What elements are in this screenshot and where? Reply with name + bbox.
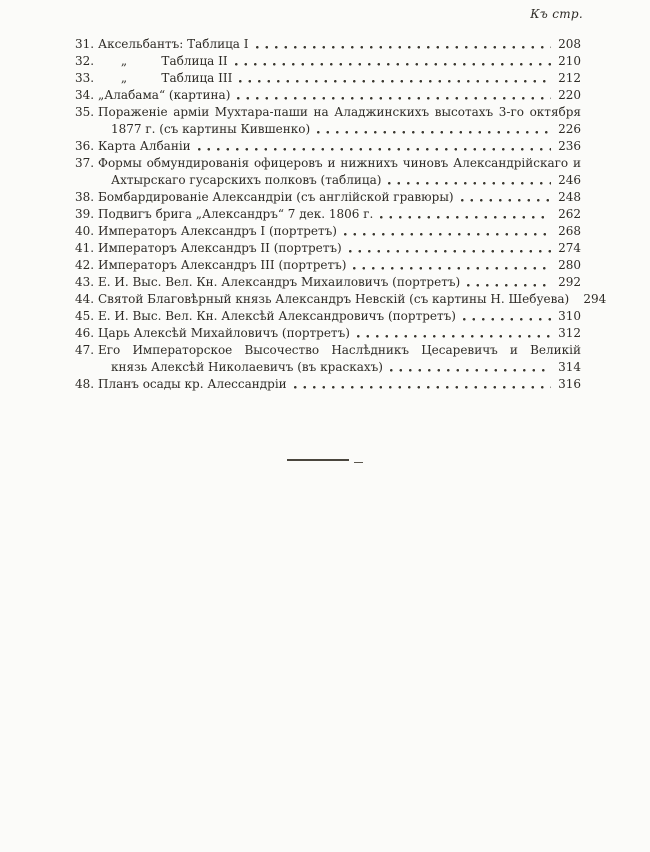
entry-body (98, 274, 581, 291)
entry-page-number: 226 (558, 122, 581, 136)
entry-body (98, 189, 581, 206)
entry-text-line: Подвигъ брига „Александръ“ 7 дек. 1806 г. (98, 207, 374, 221)
dot-leader (357, 335, 551, 338)
entry-last-line (98, 138, 581, 155)
entry-text-line: Императоръ Александръ I (портретъ) (98, 224, 337, 238)
entry-text-line: Планъ осады кр. Алессандріи (98, 377, 287, 391)
entry-body (98, 223, 581, 240)
toc-entry (75, 206, 581, 223)
entry-last-line (98, 87, 581, 104)
entry-text-line: князь Алексѣй Николаевичъ (въ краскахъ) (111, 360, 383, 374)
entry-body (98, 257, 581, 274)
dot-leader (388, 182, 551, 185)
dot-leader (198, 148, 551, 151)
entry-number: 33. (75, 71, 95, 85)
entry-body (98, 36, 581, 53)
entry-number: 41. (75, 241, 95, 255)
entry-body (98, 240, 581, 257)
dot-leader (463, 318, 551, 321)
entry-text-line: Ахтырскаго гусарскихъ полковъ (таблица) (111, 173, 382, 187)
entry-text-line: Его Императорское Высочество Наслѣдникъ Цесаревичъ и Великій (98, 343, 581, 357)
entry-text-line: Формы обмундированія офицеровъ и нижнихъ чиновъ Александрійскаго и (98, 156, 581, 170)
entry-page-number: 316 (558, 377, 581, 391)
entry-body (98, 342, 581, 376)
entry-text-line: Аксельбантъ: Таблица I (98, 37, 249, 51)
entry-text-line: Пораженіе арміи Мухтара-паши на Аладжинскихъ высотахъ 3-го октября (98, 105, 581, 119)
entry-page-number: 220 (558, 88, 581, 102)
entry-last-line (98, 189, 581, 206)
entry-text-line: Е. И. Выс. Вел. Кн. Александръ Михаиловичъ (портретъ) (98, 275, 461, 289)
entry-number: 46. (75, 326, 95, 340)
entry-number: 39. (75, 207, 95, 221)
entry-body (98, 138, 581, 155)
entry-number: 42. (75, 258, 95, 272)
entry-page-number: 292 (558, 275, 581, 289)
section-divider (0, 459, 650, 463)
entry-text-line: „ Таблица III (98, 71, 233, 85)
entry-text-line: Святой Благовѣрный князь Александръ Невскій (съ картины Н. Шебуева) (98, 292, 570, 306)
dot-leader (294, 386, 551, 389)
divider-line-long (287, 459, 349, 461)
entry-last-line (98, 359, 581, 376)
entry-text-line: Карта Албаніи (98, 139, 191, 153)
dot-leader (256, 46, 551, 49)
divider-line-short (354, 462, 363, 463)
toc-entry (75, 342, 581, 376)
entry-number: 40. (75, 224, 95, 238)
entry-text-line: Императоръ Александръ III (портретъ) (98, 258, 347, 272)
entry-last-line (98, 53, 581, 70)
entry-text-line: 1877 г. (съ картины Кившенко) (111, 122, 311, 136)
entry-text-line: Е. И. Выс. Вел. Кн. Алексѣй Александровичъ (портретъ) (98, 309, 456, 323)
toc-entry (75, 274, 581, 291)
toc-entry (75, 257, 581, 274)
entry-body (98, 206, 581, 223)
entry-last-line (98, 376, 581, 393)
entry-number: 48. (75, 377, 95, 391)
toc-entry (75, 189, 581, 206)
toc-entry (75, 308, 581, 325)
entry-number: 36. (75, 139, 95, 153)
entry-page-number: 268 (558, 224, 581, 238)
entry-text-line: Царь Алексѣй Михайловичъ (портретъ) (98, 326, 350, 340)
entry-number: 34. (75, 88, 95, 102)
toc-entry (75, 87, 581, 104)
entry-number: 44. (75, 292, 95, 306)
entry-page-number: 280 (558, 258, 581, 272)
entry-page-number: 274 (558, 241, 581, 255)
dot-leader (380, 216, 551, 219)
dot-leader (349, 250, 551, 253)
entry-last-line (98, 223, 581, 240)
entry-text-line: „ Таблица II (98, 54, 228, 68)
toc-entry (75, 223, 581, 240)
toc-entry (75, 291, 607, 308)
entry-last-line (98, 70, 581, 87)
dot-leader (237, 97, 551, 100)
entry-last-line (98, 172, 581, 189)
entry-page-number: 212 (558, 71, 581, 85)
entry-number: 38. (75, 190, 95, 204)
entry-last-line (98, 257, 581, 274)
entry-last-line (98, 206, 581, 223)
entry-page-number: 210 (558, 54, 581, 68)
toc-entry (75, 138, 581, 155)
entry-last-line (98, 308, 581, 325)
entry-last-line (98, 274, 581, 291)
dot-leader (235, 63, 551, 66)
toc-entry (75, 53, 581, 70)
entry-body (98, 104, 581, 138)
entry-body (98, 155, 581, 189)
toc-entry (75, 104, 581, 138)
entry-number: 45. (75, 309, 95, 323)
entry-page-number: 246 (558, 173, 581, 187)
entry-last-line (98, 291, 607, 308)
entry-last-line (98, 325, 581, 342)
entry-body (98, 308, 581, 325)
entry-body (98, 70, 581, 87)
entry-text-line: Императоръ Александръ II (портретъ) (98, 241, 342, 255)
entry-page-number: 294 (583, 292, 607, 306)
entry-text-line: Бомбардированіе Александріи (съ англійской гравюры) (98, 190, 454, 204)
entry-text-line: „Алабама“ (картина) (98, 88, 231, 102)
toc-entry (75, 240, 581, 257)
entry-body (98, 87, 581, 104)
entry-last-line (98, 36, 581, 53)
dot-leader (344, 233, 551, 236)
entry-page-number: 312 (558, 326, 581, 340)
entry-page-number: 262 (558, 207, 581, 221)
entry-number: 35. (75, 105, 95, 119)
page-corner-label: Къ стр. (530, 7, 583, 21)
dot-leader (239, 80, 551, 83)
entry-number: 37. (75, 156, 95, 170)
dot-leader (461, 199, 551, 202)
entry-page-number: 310 (558, 309, 581, 323)
entry-last-line (98, 240, 581, 257)
entry-number: 32. (75, 54, 95, 68)
dot-leader (353, 267, 551, 270)
entry-body (98, 291, 607, 308)
dot-leader (467, 284, 551, 287)
entry-number: 31. (75, 37, 95, 51)
entry-number: 47. (75, 343, 95, 357)
toc-entry (75, 325, 581, 342)
toc-entry (75, 376, 581, 393)
entry-page-number: 236 (558, 139, 581, 153)
entry-number: 43. (75, 275, 95, 289)
dot-leader (317, 131, 551, 134)
entry-page-number: 208 (558, 37, 581, 51)
toc-entry (75, 70, 581, 87)
toc-entry (75, 36, 581, 53)
entry-body (98, 376, 581, 393)
entry-page-number: 314 (558, 360, 581, 374)
toc-list (75, 36, 607, 393)
entry-body (98, 53, 581, 70)
entry-last-line (98, 121, 581, 138)
entry-body (98, 325, 581, 342)
entry-page-number: 248 (558, 190, 581, 204)
toc-entry (75, 155, 581, 189)
dot-leader (390, 369, 551, 372)
